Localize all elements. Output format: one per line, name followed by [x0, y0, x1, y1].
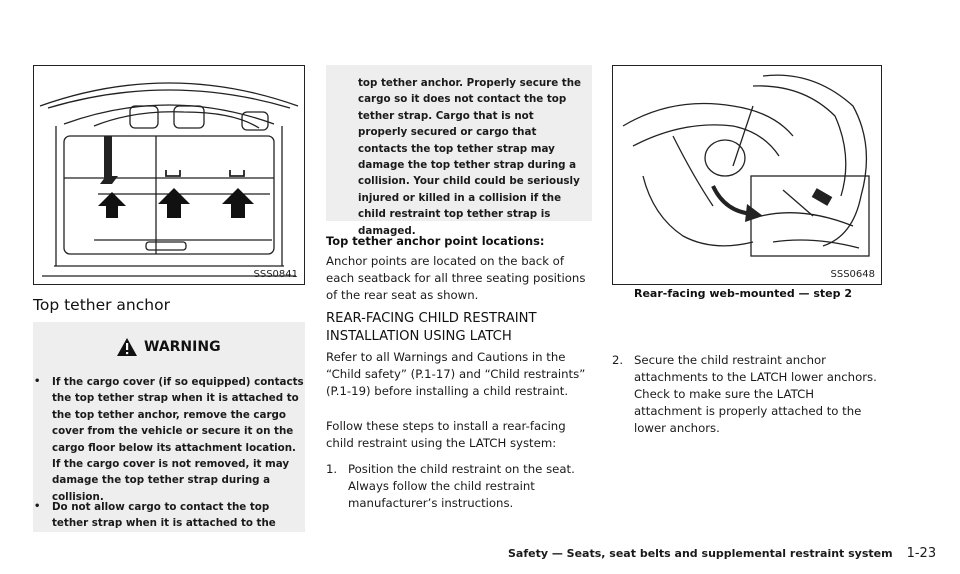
step-text: Secure the child restraint anchor attachments to the LATCH lower anchors. Check to make sure the LATCH attachment is properly attached to the lower anchors.: [634, 353, 877, 435]
subheading-anchor-locations: Top tether anchor point locations:: [326, 234, 545, 248]
bullet-text: If the cargo cover (if so equipped) contacts the top tether strap when it is attached to the top tether anchor, remove the cargo cover from the vehicle or secure it on the cargo floor below its attachment location. If the cargo cover is not removed, it may damage the top tether strap during a collision.: [52, 376, 304, 503]
bullet-marker: •: [34, 376, 41, 387]
anchor-location-paragraph: Anchor points are located on the back of each seatback for all three seating positions of the rear seat as shown.: [326, 254, 586, 302]
cargo-area-illustration: [33, 65, 305, 285]
refer-paragraph: Refer to all Warnings and Cautions in the “Child safety” (P.1-17) and “Child restraints” (P.1-19) before installing a child restraint.: [326, 350, 586, 398]
figure-label: SSS0648: [830, 269, 875, 280]
warning-bullet-2: [34, 499, 304, 532]
figure-caption: Rear-facing web-mounted — step 2: [634, 287, 852, 300]
step-text: Position the child restraint on the seat. Always follow the child restraint manufacturer’s instructions.: [348, 462, 575, 510]
step-number: 1.: [326, 462, 338, 476]
cargo-area-drawing: [34, 66, 304, 284]
bullet-text: Do not allow cargo to contact the top tether strap when it is attached to the: [52, 501, 276, 530]
child-restraint-illustration: [612, 65, 882, 285]
section-heading-top-tether: Top tether anchor: [33, 296, 170, 314]
page-footer: [508, 546, 936, 561]
page-number: 1-23: [906, 546, 937, 561]
section-heading-rear-facing: REAR-FACING CHILD RESTRAINT INSTALLATION USING LATCH: [326, 311, 537, 344]
step-1: [326, 461, 592, 512]
warning-bullet-1: [34, 374, 304, 505]
bullet-marker: •: [34, 501, 41, 512]
child-restraint-drawing: [613, 66, 881, 284]
figure-label: SSS0841: [253, 269, 298, 280]
follow-steps-paragraph: Follow these steps to install a rear-facing child restraint using the LATCH system:: [326, 419, 566, 450]
warning-header: [116, 336, 221, 358]
warning-continuation-text: top tether anchor. Properly secure the cargo so it does not contact the top tether strap. Cargo that is not properly secured or cargo that contacts the top tether strap may damage the top tether strap during a collision. Your child could be seriously injured or killed in a collision if the child restraint top tether strap is damaged.: [358, 77, 582, 237]
step-number: 2.: [612, 353, 624, 367]
warning-triangle-icon: [116, 337, 138, 357]
footer-section-title: Safety — Seats, seat belts and supplemental restraint system: [508, 547, 893, 560]
warning-title: WARNING: [144, 339, 221, 355]
step-2: [612, 352, 884, 437]
